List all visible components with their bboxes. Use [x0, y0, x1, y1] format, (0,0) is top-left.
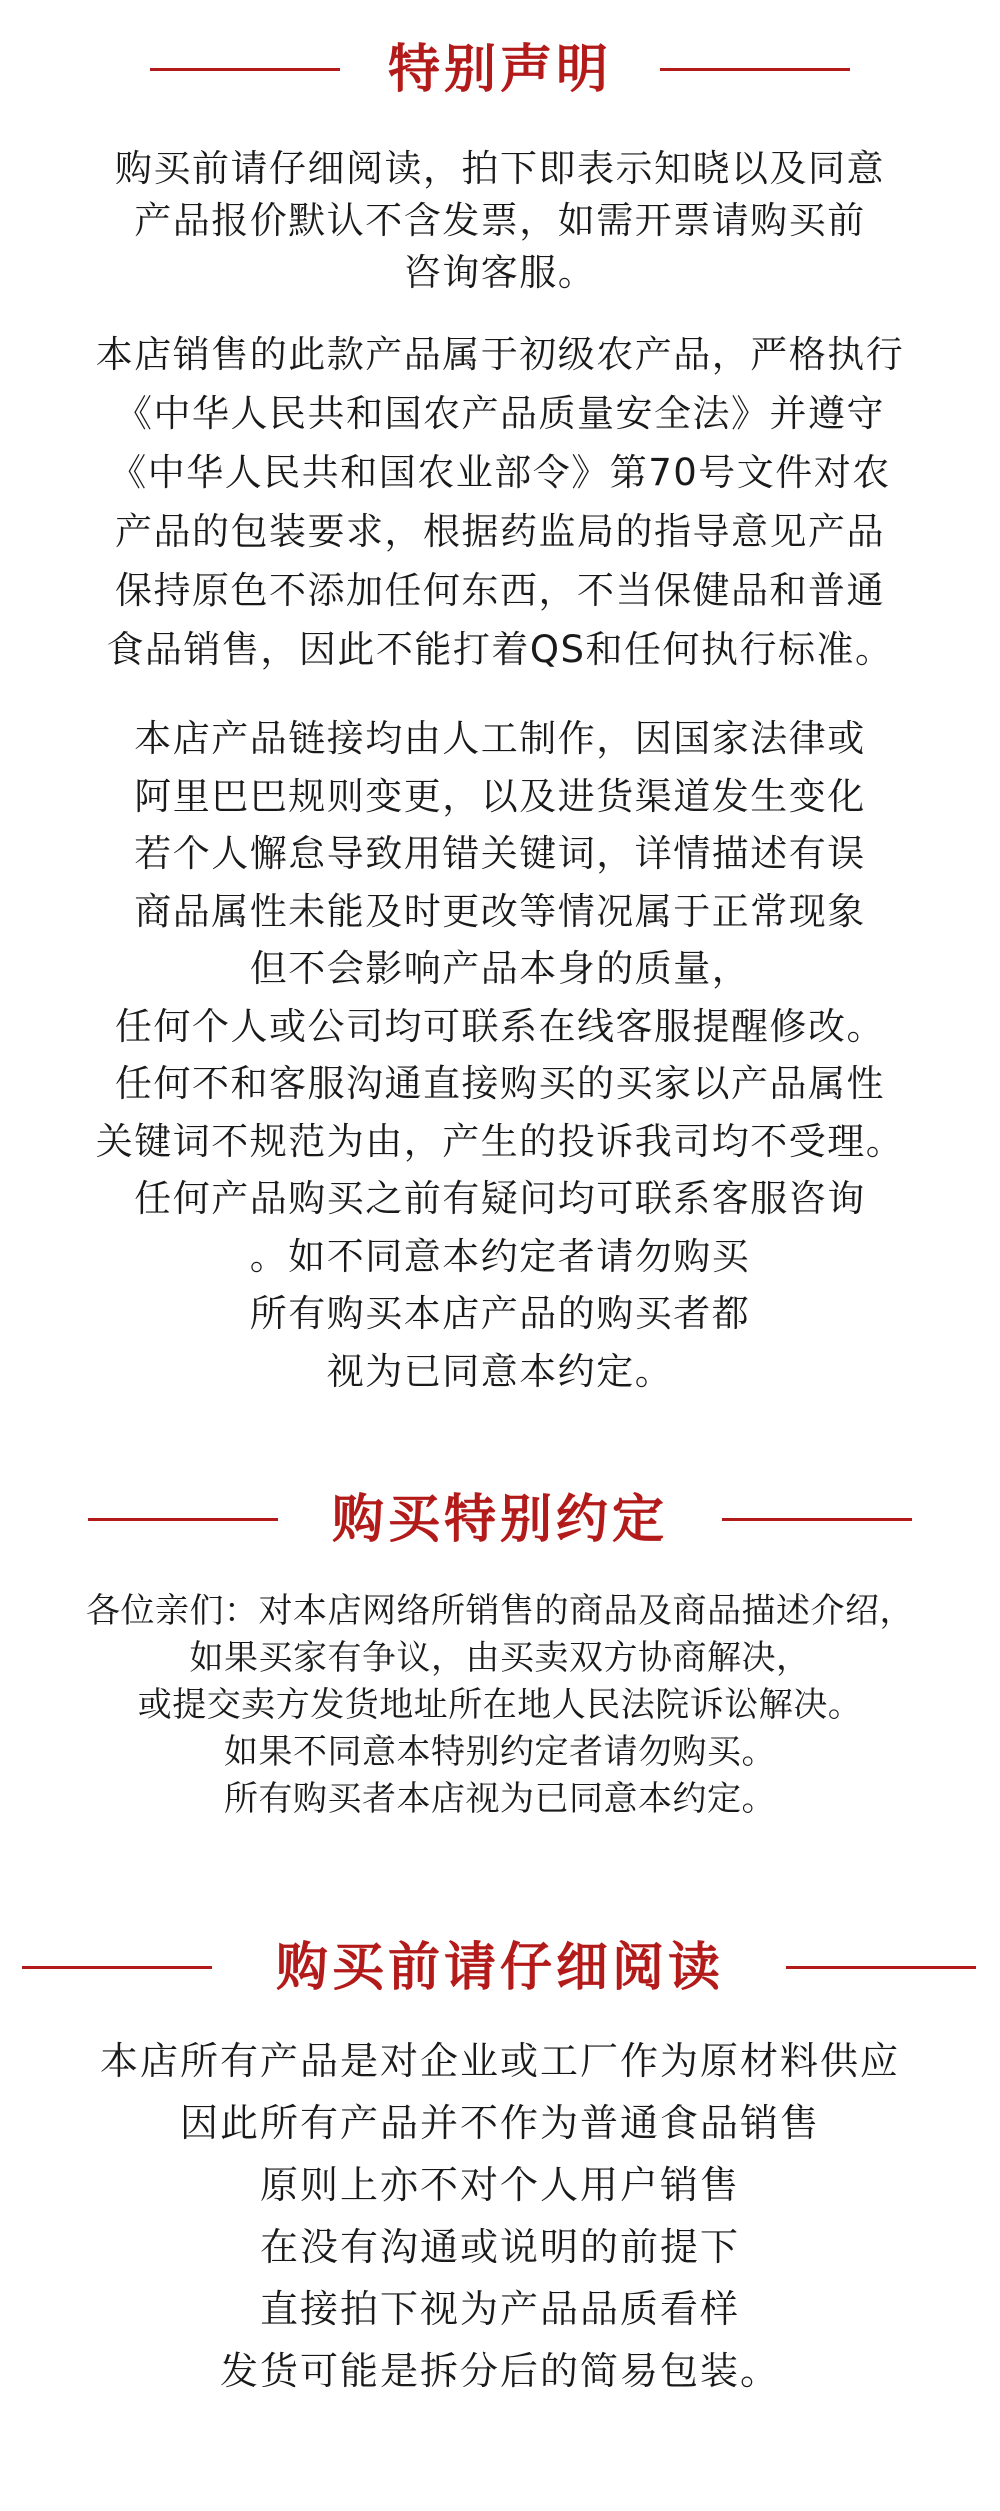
section-heading-purchase-agreement [0, 1490, 1000, 1550]
text-line: 保持原色不添加任何东西，不当保健品和普通 [115, 569, 885, 612]
text-line: 如果不同意本特别约定者请勿购买。 [224, 1732, 776, 1772]
text-line: 本店产品链接均由人工制作，因国家法律或 [134, 717, 866, 760]
text-line: 商品属性未能及时更改等情况属于正常现象 [134, 889, 866, 933]
paragraph-dispute-agreement [0, 1588, 1000, 1823]
heading-rule-right [660, 68, 850, 71]
text-line: 如果买家有争议，由买卖双方协商解决， [189, 1638, 811, 1678]
text-line: 食品销售，因此不能打着QS和任何执行标准。 [106, 628, 894, 671]
heading-rule-right [722, 1518, 912, 1521]
text-line: 或提交卖方发货地址所在地人民法院诉讼解决。 [137, 1685, 863, 1725]
section-heading-special-statement [0, 40, 1000, 100]
text-line: 产品报价默认不含发票，如需开票请购买前 [134, 199, 866, 242]
text-line: 《中华人民共和国农业部令》第70号文件对农 [109, 451, 891, 494]
text-line: 任何产品购买之前有疑问均可联系客服咨询 [134, 1177, 866, 1220]
text-line: 本店所有产品是对企业或工厂作为原材料供应 [99, 2039, 900, 2083]
text-line: 在没有沟通或说明的前提下 [259, 2225, 740, 2269]
heading-rule-right [786, 1966, 976, 1969]
section-heading-read-before-purchase [0, 1938, 1000, 1998]
section-title: 特别声明 [387, 40, 612, 100]
text-line: 产品的包装要求，根据药监局的指导意见产品 [115, 510, 885, 553]
text-line: 任何个人或公司均可联系在线客服提醒修改。 [115, 1004, 885, 1048]
paragraph-listing-disclaimer [0, 710, 1000, 1400]
text-line: 若个人懈怠导致用错关键词，详情描述有误 [134, 832, 866, 875]
paragraph-supply-terms [0, 2030, 1000, 2402]
text-line: 发货可能是拆分后的简易包装。 [219, 2349, 780, 2393]
section-title: 购买前请仔细阅读 [275, 1938, 724, 1998]
text-line: 因此所有产品并不作为普通食品销售 [179, 2101, 820, 2145]
paragraph-purchase-notice [0, 143, 1000, 299]
text-line: 关键词不规范为由，产生的投诉我司均不受理。 [95, 1119, 905, 1163]
text-line: 咨询客服。 [403, 251, 597, 294]
text-line: 视为已同意本约定。 [326, 1349, 674, 1393]
text-line: 所有购买本店产品的购买者都 [249, 1292, 751, 1335]
paragraph-product-regulation [0, 325, 1000, 679]
text-line: 原则上亦不对个人用户销售 [259, 2163, 740, 2207]
text-line: 各位亲们：对本店网络所销售的商品及商品描述介绍， [86, 1591, 914, 1631]
text-line: 购买前请仔细阅读，拍下即表示知晓以及同意 [115, 147, 885, 190]
text-line: 《中华人民共和国农产品质量安全法》并遵守 [115, 392, 885, 435]
text-line: 。如不同意本约定者请勿购买 [249, 1234, 751, 1278]
section-title: 购买特别约定 [331, 1490, 668, 1550]
text-line: 但不会影响产品本身的质量， [249, 947, 751, 990]
text-line: 所有购买者本店视为已同意本约定。 [224, 1779, 776, 1819]
text-line: 本店销售的此款产品属于初级农产品，严格执行 [95, 333, 905, 376]
text-line: 阿里巴巴规则变更，以及进货渠道发生变化 [134, 774, 866, 818]
text-line: 直接拍下视为产品品质看样 [259, 2287, 740, 2331]
text-line: 任何不和客服沟通直接购买的买家以产品属性 [115, 1062, 885, 1105]
